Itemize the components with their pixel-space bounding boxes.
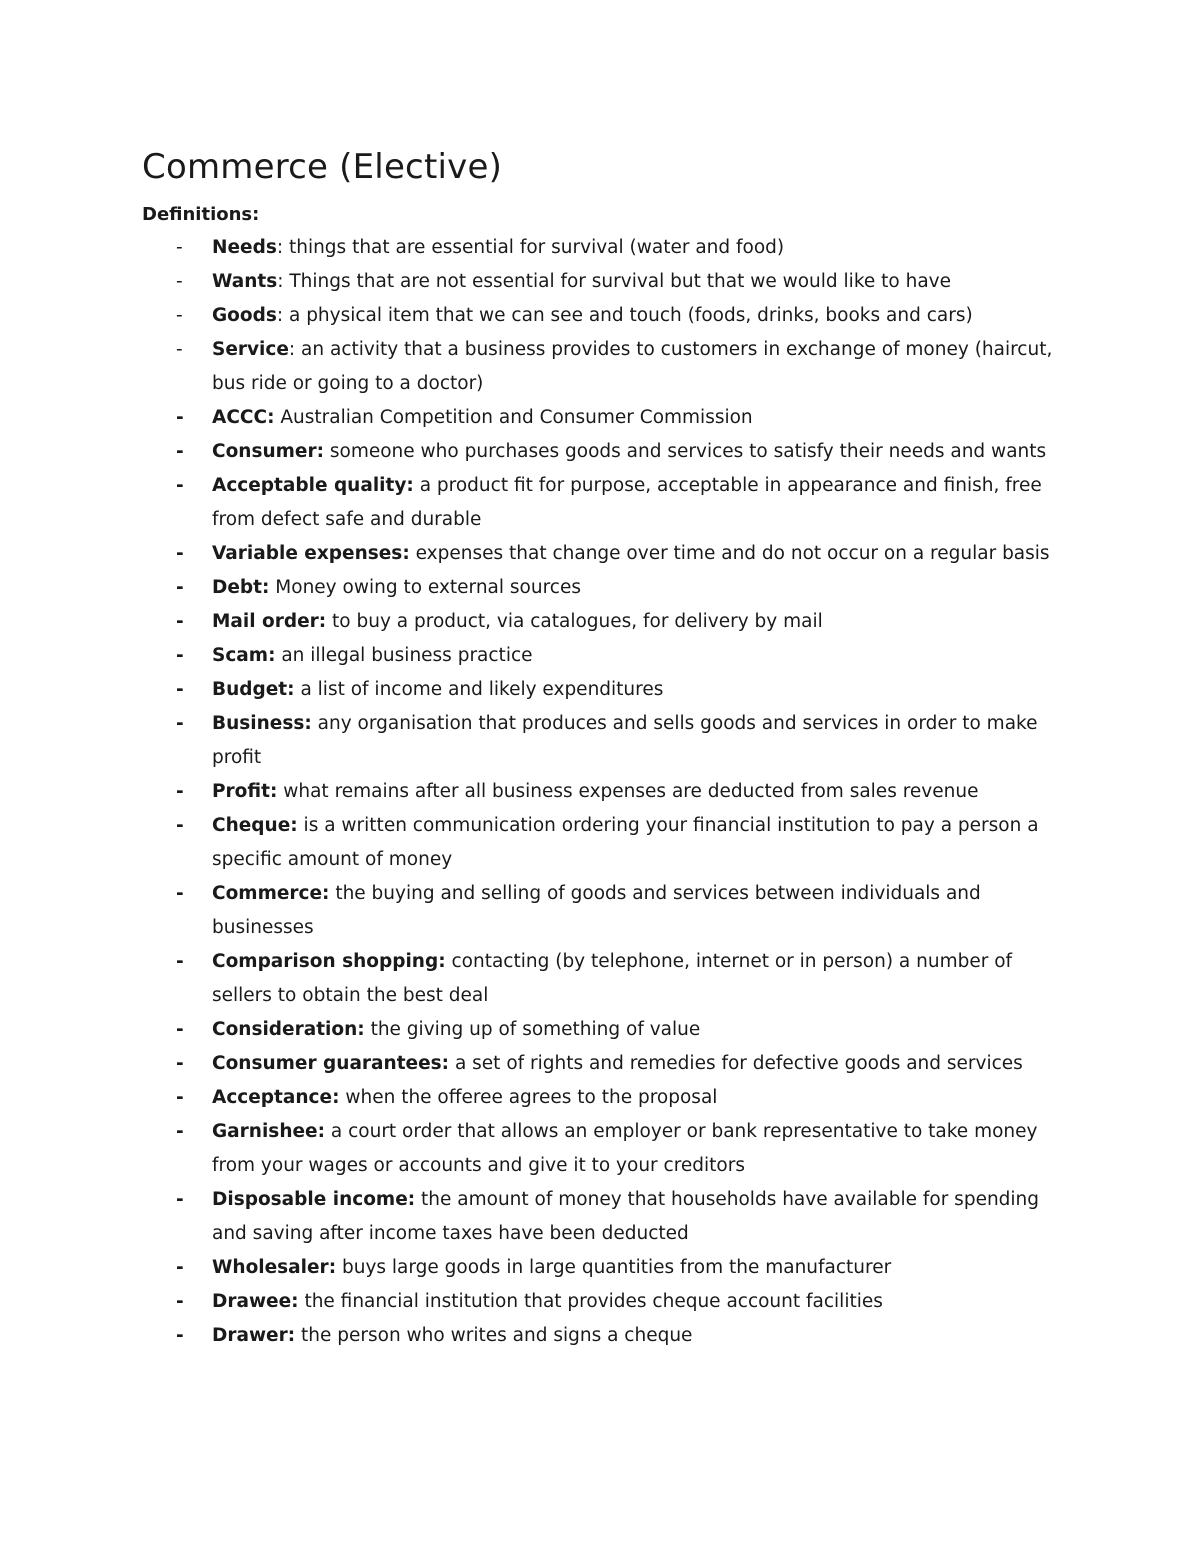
- definition-term: Acceptance: [212, 1087, 333, 1108]
- definition-item: [0, 231, 1072, 265]
- definition-separator: :: [267, 407, 275, 428]
- definition-term: Goods: [212, 305, 277, 326]
- definition-separator: :: [332, 1087, 340, 1108]
- bullet-dash: -: [176, 815, 184, 836]
- definition-text: contacting (by telephone, internet or in person) a number of sellers to obtain the best deal: [212, 951, 1013, 1006]
- definition-text: things that are essential for survival (water and food): [283, 237, 785, 258]
- bullet-dash: -: [176, 679, 184, 700]
- definition-item: [0, 877, 1072, 945]
- bullet-dash: -: [176, 951, 184, 972]
- bullet-dash: -: [176, 577, 184, 598]
- definition-text: Things that are not essential for survival but that we would like to have: [283, 271, 951, 292]
- definition-separator: :: [316, 441, 324, 462]
- definition-text: to buy a product, via catalogues, for delivery by mail: [326, 611, 823, 632]
- definition-term: Profit: [212, 781, 270, 802]
- bullet-dash: -: [176, 475, 184, 496]
- section-heading-definitions: Definitions:: [142, 204, 260, 225]
- definition-term: Mail order: [212, 611, 319, 632]
- definition-separator: :: [276, 305, 284, 326]
- bullet-dash: -: [176, 713, 184, 734]
- bullet-dash: -: [176, 883, 184, 904]
- definition-item: [0, 639, 1072, 673]
- definition-item: [0, 469, 1072, 537]
- bullet-dash: -: [176, 781, 184, 802]
- definition-text: the amount of money that households have available for spending and saving after income taxes have been deducted: [212, 1189, 1040, 1244]
- definition-separator: :: [322, 883, 330, 904]
- definition-item: [0, 605, 1072, 639]
- definition-text: what remains after all business expenses are deducted from sales revenue: [277, 781, 979, 802]
- definitions-list: [0, 231, 1200, 1353]
- definition-separator: :: [357, 1019, 365, 1040]
- bullet-dash: -: [176, 1291, 184, 1312]
- definition-text: the buying and selling of goods and services between individuals and businesses: [212, 883, 981, 938]
- definition-item: [0, 1285, 1072, 1319]
- definition-text: a set of rights and remedies for defective goods and services: [449, 1053, 1023, 1074]
- bullet-dash: -: [176, 1121, 184, 1142]
- definition-separator: :: [402, 543, 410, 564]
- definition-term: ACCC: [212, 407, 268, 428]
- bullet-dash: -: [176, 237, 183, 258]
- definition-term: Commerce: [212, 883, 323, 904]
- definition-text: an activity that a business provides to customers in exchange of money (haircut, bus ride or going to a doctor): [212, 339, 1053, 394]
- definition-item: [0, 775, 1072, 809]
- definition-item: [0, 1047, 1072, 1081]
- definition-term: Business: [212, 713, 305, 734]
- definition-item: [0, 401, 1072, 435]
- definition-text: the person who writes and signs a cheque: [295, 1325, 693, 1346]
- definition-separator: :: [317, 1121, 325, 1142]
- definition-term: Scam: [212, 645, 269, 666]
- definition-text: a product fit for purpose, acceptable in appearance and finish, free from defect safe and durable: [212, 475, 1042, 530]
- definition-separator: :: [407, 1189, 416, 1210]
- definition-item: [0, 435, 1072, 469]
- bullet-dash: -: [176, 441, 184, 462]
- bullet-dash: -: [176, 1087, 184, 1108]
- definition-term: Comparison shopping: [212, 951, 439, 972]
- definition-term: Needs: [212, 237, 277, 258]
- document-title: Commerce (Elective): [142, 147, 503, 187]
- definition-term: Acceptable quality: [212, 475, 407, 496]
- bullet-dash: -: [176, 407, 184, 428]
- definition-text: a court order that allows an employer or bank representative to take money from your wages or accounts and give it to your creditors: [212, 1121, 1038, 1176]
- definition-term: Budget: [212, 679, 288, 700]
- bullet-dash: -: [176, 1019, 184, 1040]
- definition-item: [0, 1251, 1072, 1285]
- definition-separator: :: [287, 679, 295, 700]
- bullet-dash: -: [176, 271, 183, 292]
- definition-item: [0, 809, 1072, 877]
- bullet-dash: -: [176, 645, 184, 666]
- definition-separator: :: [328, 1257, 337, 1278]
- definition-term: Drawee: [212, 1291, 292, 1312]
- definition-text: when the offeree agrees to the proposal: [339, 1087, 718, 1108]
- definition-item: [0, 265, 1072, 299]
- definition-text: the financial institution that provides cheque account facilities: [298, 1291, 883, 1312]
- bullet-dash: -: [176, 305, 183, 326]
- definition-item: [0, 1319, 1072, 1353]
- definition-term: Cheque: [212, 815, 291, 836]
- definition-term: Consideration: [212, 1019, 358, 1040]
- definition-text: any organisation that produces and sells goods and services in order to make profit: [212, 713, 1038, 768]
- definition-separator: :: [438, 951, 446, 972]
- bullet-dash: -: [176, 1257, 184, 1278]
- bullet-dash: -: [176, 339, 183, 360]
- definition-item: [0, 1081, 1072, 1115]
- definition-term: Wholesaler: [212, 1257, 329, 1278]
- definition-term: Disposable income: [212, 1189, 408, 1210]
- definition-term: Service: [212, 339, 289, 360]
- definition-separator: :: [276, 237, 284, 258]
- definition-separator: :: [277, 271, 284, 292]
- definition-text: Money owing to external sources: [269, 577, 581, 598]
- definition-text: is a written communication ordering your financial institution to pay a person a specific amount of money: [212, 815, 1039, 870]
- definition-text: someone who purchases goods and services to satisfy their needs and wants: [324, 441, 1047, 462]
- definition-text: expenses that change over time and do not occur on a regular basis: [409, 543, 1050, 564]
- definition-item: [0, 1115, 1072, 1183]
- definition-term: Debt: [212, 577, 262, 598]
- definition-item: [0, 571, 1072, 605]
- definition-term: Consumer: [212, 441, 317, 462]
- definition-term: Drawer: [212, 1325, 288, 1346]
- definition-item: [0, 1013, 1072, 1047]
- bullet-dash: -: [176, 1325, 184, 1346]
- bullet-dash: -: [176, 543, 184, 564]
- definition-separator: :: [287, 1325, 296, 1346]
- definition-text: buys large goods in large quantities from the manufacturer: [336, 1257, 892, 1278]
- definition-text: a physical item that we can see and touch (foods, drinks, books and cars): [283, 305, 973, 326]
- definition-separator: :: [406, 475, 414, 496]
- definition-separator: :: [288, 339, 296, 360]
- definition-item: [0, 1183, 1072, 1251]
- bullet-dash: -: [176, 1053, 184, 1074]
- definition-item: [0, 707, 1072, 775]
- definition-text: an illegal business practice: [275, 645, 533, 666]
- definition-separator: :: [290, 815, 298, 836]
- definition-separator: :: [441, 1053, 450, 1074]
- bullet-dash: -: [176, 1189, 184, 1210]
- definition-term: Consumer guarantees: [212, 1053, 442, 1074]
- definition-separator: :: [268, 645, 276, 666]
- definition-text: the giving up of something of value: [364, 1019, 701, 1040]
- definition-item: [0, 673, 1072, 707]
- definition-separator: :: [262, 577, 270, 598]
- definition-item: [0, 945, 1072, 1013]
- definition-term: Variable expenses: [212, 543, 403, 564]
- definition-item: [0, 299, 1072, 333]
- definition-text: Australian Competition and Consumer Commission: [274, 407, 753, 428]
- definition-term: Wants: [212, 271, 278, 292]
- bullet-dash: -: [176, 611, 184, 632]
- definition-separator: :: [291, 1291, 299, 1312]
- definition-item: [0, 537, 1072, 571]
- definition-separator: :: [269, 781, 278, 802]
- definition-separator: :: [318, 611, 327, 632]
- definition-text: a list of income and likely expenditures: [294, 679, 664, 700]
- definition-item: [0, 333, 1072, 401]
- definition-separator: :: [304, 713, 312, 734]
- definition-term: Garnishee: [212, 1121, 318, 1142]
